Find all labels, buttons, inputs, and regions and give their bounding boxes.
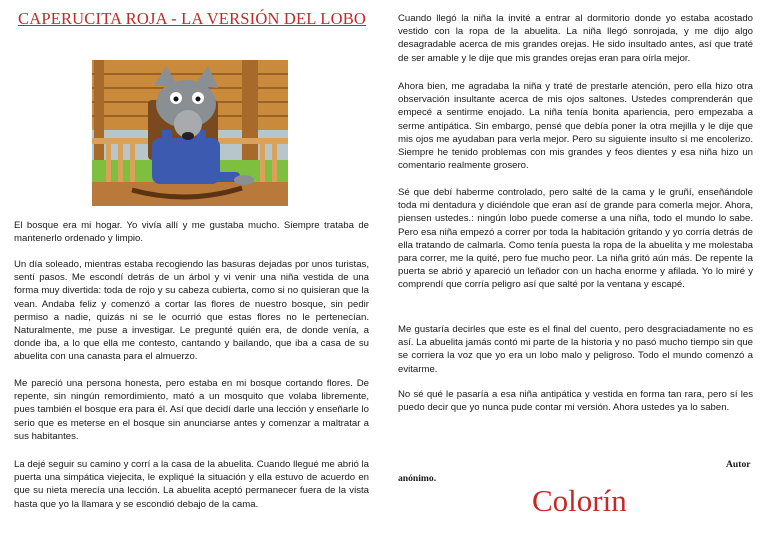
footer-word: Colorín: [532, 483, 627, 518]
wolf-illustration: [92, 60, 288, 206]
right-paragraph-2: Ahora bien, me agradaba la niña y traté de prestarle atención, pero ella hizo otra observación insultante acerca de mis ojos saltones. Ustedes comprenderán que empecé a sentirme enojado. La niña tenía bonita apariencia, pero empezaba a serme antipática. Sin embargo, pensé que debía poner la otra mejilla y le dije que mis ojos me ayudaban para verla mejor. Pero su siguiente insulto sí me encolerizo. Siempre he tenido problemas con mis grandes y feos dientes y esa niña hizo un comentario realmente grosero.: [398, 81, 753, 172]
right-paragraph-4: Me gustaría decirles que este es el final del cuento, pero desgraciadamente no es así. La abuelita jamás contó mi parte de la historia y no pasó mucho tiempo sin que se corriera la voz que yo era un lobo malo y peligroso. Todo el mundo comenzó a evitarme.: [398, 324, 753, 375]
left-paragraph-3: Me pareció una persona honesta, pero estaba en mi bosque cortando flores. De repente, sin ningún remordimiento, mató a un mosquito que volaba libremente, pues también el bosque era para él. Así que decidí darle una lección y enseñarle lo serio que es meterse en el bosque sin anunciarse antes y comenzar a maltratar a sus habitantes.: [14, 378, 369, 442]
left-paragraph-2: Un día soleado, mientras estaba recogiendo las basuras dejadas por unos turistas, sentí pasos. Me escondí detrás de un árbol y vi venir una niña vestida de una forma muy divertida: toda de rojo y su cabeza cubierta, como si no quisieran que la vean. Andaba feliz y comenzó a cortar las flores de nuestro bosque, sin pedir permiso a nadie, quizás ni se le ocurrió que estas flores no le pertenecían. Naturalmente, me puse a investigar. Le pregunté quién era, de donde venía, a donde iba, a lo que ella me contesto, cantando y bailando, que iba a casa de su abuelita con una canasta para el almuerzo.: [14, 259, 369, 363]
left-paragraph-4: La dejé seguir su camino y corrí a la casa de la abuelita. Cuando llegué me abrió la puerta una simpática viejecita, le expliqué la situación y ella estuvo de acuerdo en que su nieta merecía una lección. La abuelita aceptó permanecer fuera de la vista hasta que yo la llamara y se escondió debajo de la cama.: [14, 459, 369, 510]
right-paragraph-1: Cuando llegó la niña la invité a entrar al dormitorio donde yo estaba acostado vestido con la ropa de la abuelita. La niña llegó sonrojada, y me dijo algo desagradable acerca de mis grandes orejas. He sido insultado antes, así que traté de ser amable y le dije que mis grandes orejas eran para oírla mejor.: [398, 13, 753, 64]
right-paragraph-3: Sé que debí haberme controlado, pero salté de la cama y le gruñí, enseñándole toda mi dentadura y diciéndole que eran así de grande para comerla mejor. Ahora, piensen ustedes.: ningún lobo puede comerse a una niña, todo el mundo lo sabe. Pero esa niña empezó a correr por toda la habitación gritando y yo corría detrás de ella tratando de calmarla. Como tenía puesta la ropa de la abuelita y me molestaba para correr, me la quité, pero fue mucho peor. La niña gritó aún más. De repente la puerta se abrió y apareció un leñador con un hacha enorme y afilada. Yo lo miré y comprendí que corría peligro así que salté por la ventana y escapé.: [398, 187, 753, 291]
left-paragraph-1: El bosque era mi hogar. Yo vivía allí y me gustaba mucho. Siempre trataba de mantenerlo ordenado y limpio.: [14, 220, 369, 245]
right-paragraph-5: No sé qué le pasaría a esa niña antipática y vestida en forma tan rara, pero sí les puedo decir que yo nunca pude contar mi versión. Ahora ustedes ya lo saben.: [398, 389, 753, 414]
signature-anonymous: anónimo.: [398, 473, 437, 484]
signature-author: Autor: [726, 459, 751, 470]
page-title: CAPERUCITA ROJA - LA VERSIÓN DEL LOBO: [18, 9, 367, 28]
